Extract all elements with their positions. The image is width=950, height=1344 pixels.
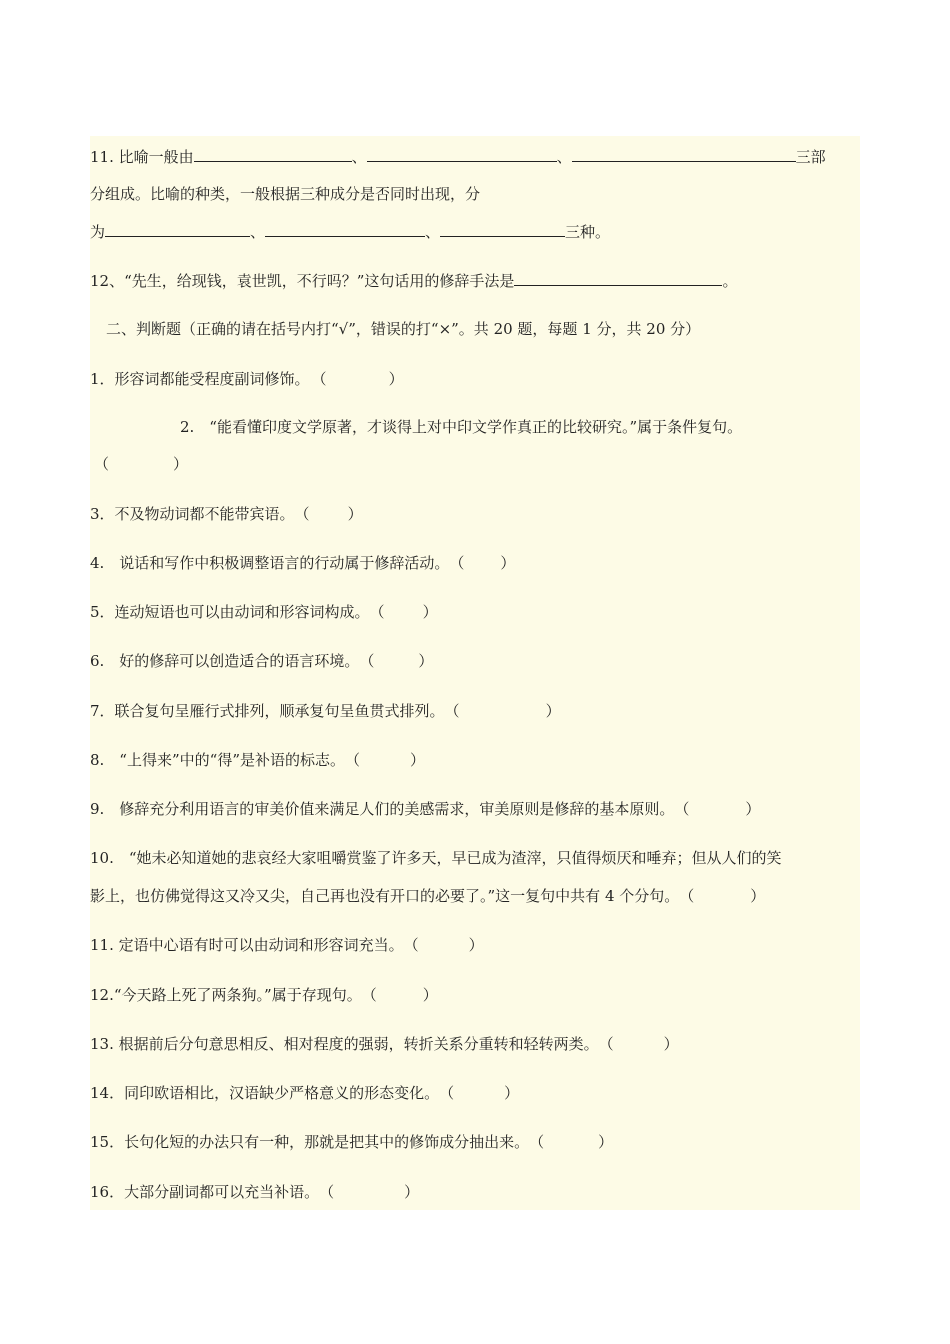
item-text: 7．联合复句呈雁行式排列，顺承复句呈鱼贯式排列。 [90, 702, 445, 720]
judge-item-4 [90, 553, 515, 573]
q11-blank-4[interactable] [105, 221, 250, 237]
answer-paren[interactable]: （ ） [439, 1084, 520, 1102]
judge-item-13 [90, 1034, 679, 1054]
answer-paren[interactable]: （ ） [345, 751, 426, 769]
q11-line3-lead: 为 [90, 223, 106, 241]
judge-item-7 [90, 701, 561, 721]
item-text: 15．长句化短的办法只有一种，那就是把其中的修饰成分抽出来。 [90, 1133, 530, 1151]
item-text: 影上，也仿佛觉得这又冷又尖，自己再也没有开口的必要了。”这一复句中共有 4 个分句。 [90, 887, 680, 905]
q11-blank-2[interactable] [367, 146, 557, 162]
judge-item-11 [90, 935, 484, 955]
judge-item-1 [90, 369, 404, 389]
q11-line3-tail: 三种。 [565, 223, 611, 241]
answer-paren[interactable]: （ ） [319, 1183, 420, 1201]
judge-item-10-line1: 10. “她未必知道她的悲哀经大家咀嚼赏鉴了许多天，早已成为渣滓，只值得烦厌和唾弃；但从人们的笑 [90, 849, 782, 867]
judge-item-9 [90, 799, 760, 819]
judge-item-6 [90, 651, 433, 671]
q11-blank-5[interactable] [265, 221, 425, 237]
item-text: 1．形容词都能受程度副词修饰。 [90, 370, 310, 388]
judge-item-14 [90, 1083, 519, 1103]
item-text: 3．不及物动词都不能带宾语。 [90, 505, 295, 523]
q12-text: 12、“先生，给现钱，袁世凯，不行吗？”这句话用的修辞手法是 [90, 272, 515, 290]
item-text: 14．同印欧语相比，汉语缺少严格意义的形态变化。 [90, 1084, 440, 1102]
answer-paren[interactable]: （ ） [359, 652, 434, 670]
q12-line [90, 270, 737, 291]
answer-paren[interactable]: （ ） [403, 936, 484, 954]
answer-paren[interactable]: （ ） [361, 986, 438, 1004]
q12-tail: 。 [722, 272, 738, 290]
answer-paren[interactable]: （ ） [294, 505, 363, 523]
answer-paren[interactable]: （ ） [94, 455, 189, 473]
q11-lead: 11. 比喻一般由 [90, 148, 194, 166]
item-text: 4. 说话和写作中积极调整语言的行动属于修辞活动。 [90, 554, 450, 572]
answer-paren[interactable]: （ ） [449, 554, 516, 572]
judge-item-3 [90, 504, 363, 524]
answer-paren[interactable]: （ ） [444, 702, 561, 720]
item-text: 5．连动短语也可以由动词和形容词构成。 [90, 603, 370, 621]
judge-item-10-line2 [90, 886, 765, 906]
item-text: 12.“今天路上死了两条狗。”属于存现句。 [90, 986, 362, 1004]
item-text: 11. 定语中心语有时可以由动词和形容词充当。 [90, 936, 404, 954]
judge-item-8 [90, 750, 425, 770]
q11-tail: 三部 [795, 148, 826, 166]
q12-blank[interactable] [514, 270, 722, 286]
section-heading: 二、判断题（正确的请在括号内打“√”，错误的打“×”。共 20 题，每题 1 分，共 20 分） [106, 320, 701, 338]
item-text: 6. 好的修辞可以创造适合的语言环境。 [90, 652, 360, 670]
answer-paren[interactable]: （ ） [529, 1133, 614, 1151]
judge-item-12 [90, 985, 438, 1005]
q11-blank-6[interactable] [440, 221, 565, 237]
answer-paren[interactable]: （ ） [598, 1035, 679, 1053]
q11-line2: 分组成。比喻的种类，一般根据三种成分是否同时出现，分 [90, 185, 481, 203]
q11-line1 [90, 146, 826, 167]
judge-item-2: 2. “能看懂印度文学原著，才谈得上对中印文学作真正的比较研究。”属于条件复句。 [180, 418, 743, 436]
separator: 、 [425, 223, 441, 241]
answer-paren[interactable]: （ ） [674, 800, 761, 818]
item-text: 8. “上得来”中的“得”是补语的标志。 [90, 751, 345, 769]
item-text: 9. 修辞充分利用语言的审美价值来满足人们的美感需求，审美原则是修辞的基本原则。 [90, 800, 675, 818]
q11-blank-1[interactable] [194, 146, 352, 162]
item-text: 16．大部分副词都可以充当补语。 [90, 1183, 320, 1201]
judge-item-5 [90, 602, 438, 622]
item-text: 13. 根据前后分句意思相反、相对程度的强弱，转折关系分重转和轻转两类。 [90, 1035, 599, 1053]
q11-line3 [90, 221, 610, 242]
judge-item-16 [90, 1182, 419, 1202]
answer-paren[interactable]: （ ） [311, 370, 404, 388]
separator: 、 [556, 148, 572, 166]
judge-item-15 [90, 1132, 613, 1152]
separator: 、 [351, 148, 367, 166]
answer-paren[interactable]: （ ） [369, 603, 438, 621]
q11-blank-3[interactable] [572, 146, 796, 162]
separator: 、 [250, 223, 266, 241]
answer-paren[interactable]: （ ） [679, 887, 766, 905]
